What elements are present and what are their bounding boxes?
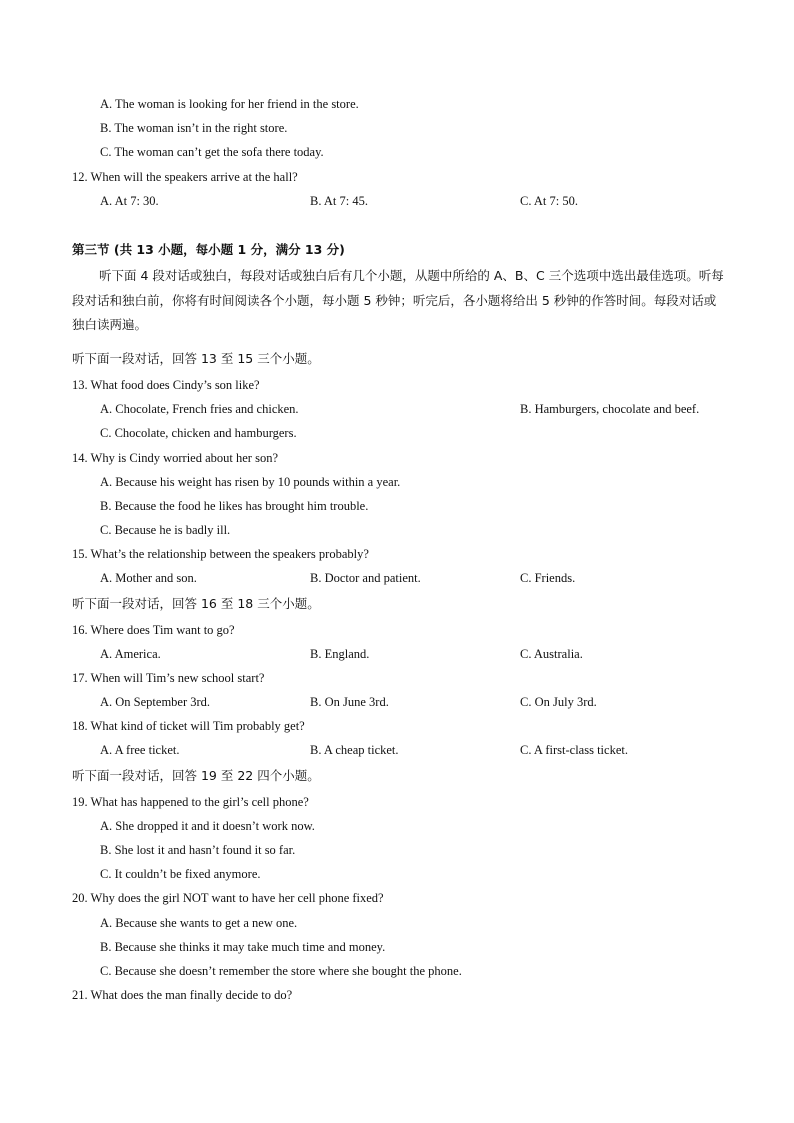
q16-option-b: B. England. (310, 647, 370, 661)
q12-option-a: A. At 7: 30. (100, 194, 159, 208)
section-instructions: 听下面 4 段对话或独白，每段对话或独白后有几个小题，从题中所给的 A、B、C 三个选项中选出最佳选项。听每段对话和独白前，你将有时间阅读各个小题，每小题 5 秒钟；听完后，各小题将给出 5 秒钟的作答时间。每段对话或独白读两遍。 (72, 268, 724, 332)
q12-option-b: B. At 7: 45. (310, 194, 368, 208)
q14-option-b: B. Because the food he likes has brought him trouble. (100, 499, 369, 513)
q16-option-a: A. America. (100, 647, 161, 661)
q19-option-b: B. She lost it and hasn’t found it so far. (100, 843, 296, 857)
q15-question: 15. What’s the relationship between the speakers probably? (72, 547, 369, 561)
q11-option-b: B. The woman isn’t in the right store. (100, 121, 288, 135)
q17-question: 17. When will Tim’s new school start? (72, 671, 265, 685)
q13-option-a: A. Chocolate, French fries and chicken. (100, 402, 299, 416)
q16-option-c: C. Australia. (520, 647, 583, 661)
q20-question: 20. Why does the girl NOT want to have her cell phone fixed? (72, 891, 384, 905)
q18-option-c: C. A first-class ticket. (520, 743, 628, 757)
q18-question: 18. What kind of ticket will Tim probably get? (72, 719, 305, 733)
dialogue-intro-3: 听下面一段对话，回答 19 至 22 四个小题。 (72, 768, 320, 783)
q13-question: 13. What food does Cindy’s son like? (72, 378, 260, 392)
q12-question: 12. When will the speakers arrive at the hall? (72, 170, 298, 184)
q15-option-a: A. Mother and son. (100, 571, 197, 585)
q11-option-a: A. The woman is looking for her friend in the store. (100, 97, 359, 111)
q17-option-a: A. On September 3rd. (100, 695, 211, 709)
q20-option-c: C. Because she doesn’t remember the store where she bought the phone. (100, 964, 462, 978)
q17-option-c: C. On July 3rd. (520, 695, 597, 709)
q15-option-c: C. Friends. (520, 571, 576, 585)
q21-question: 21. What does the man finally decide to do? (72, 988, 293, 1002)
q19-question: 19. What has happened to the girl’s cell phone? (72, 795, 309, 809)
q17-option-b: B. On June 3rd. (310, 695, 389, 709)
q20-option-a: A. Because she wants to get a new one. (100, 916, 298, 930)
q14-option-c: C. Because he is badly ill. (100, 523, 231, 537)
q14-question: 14. Why is Cindy worried about her son? (72, 451, 278, 465)
q16-question: 16. Where does Tim want to go? (72, 623, 235, 637)
q18-option-b: B. A cheap ticket. (310, 743, 399, 757)
q13-option-c: C. Chocolate, chicken and hamburgers. (100, 426, 297, 440)
q12-option-c: C. At 7: 50. (520, 194, 578, 208)
section-title: 第三节 (共 13 小题，每小题 1 分，满分 13 分) (72, 242, 345, 257)
dialogue-intro-2: 听下面一段对话，回答 16 至 18 三个小题。 (72, 596, 320, 611)
dialogue-intro-1: 听下面一段对话，回答 13 至 15 三个小题。 (72, 351, 320, 366)
q11-option-c: C. The woman can’t get the sofa there today. (100, 145, 324, 159)
q15-option-b: B. Doctor and patient. (310, 571, 421, 585)
q19-option-a: A. She dropped it and it doesn’t work now. (100, 819, 315, 833)
q18-option-a: A. A free ticket. (100, 743, 180, 757)
q14-option-a: A. Because his weight has risen by 10 pounds within a year. (100, 475, 401, 489)
q13-option-b: B. Hamburgers, chocolate and beef. (520, 402, 700, 416)
q19-option-c: C. It couldn’t be fixed anymore. (100, 867, 261, 881)
q20-option-b: B. Because she thinks it may take much time and money. (100, 940, 386, 954)
